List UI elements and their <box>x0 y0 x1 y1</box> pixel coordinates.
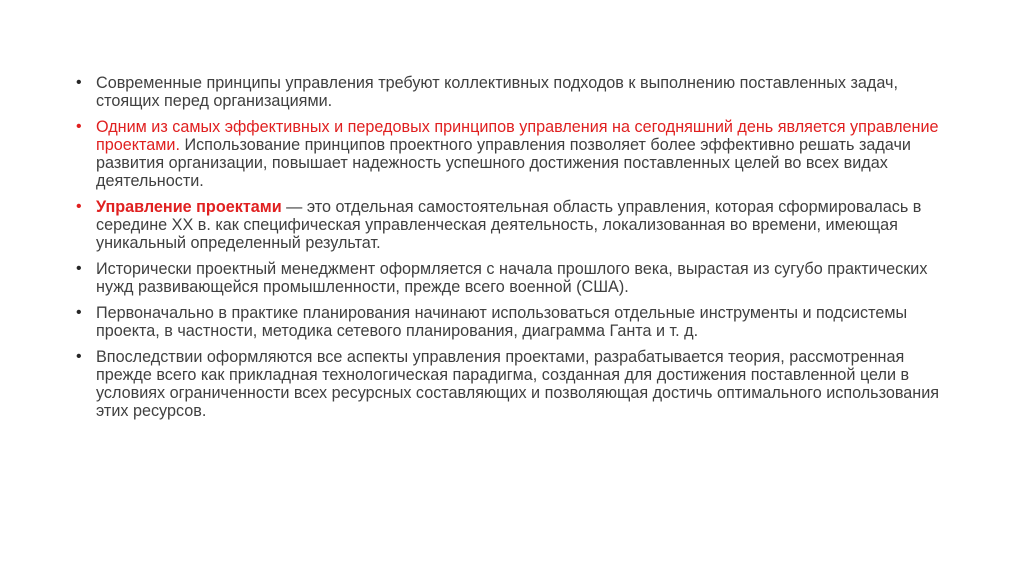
bullet-text: Первоначально в практике планирования начинают использоваться отдельные инструменты и подсистемы проекта, в частности, методика сетевого планирования, диаграмма Ганта и т. д. <box>96 304 908 340</box>
bullet-item-2 <box>76 118 956 190</box>
bullet-highlight-text: Одним из самых эффективных и передовых принципов управления на сегодняшний день является управление проектами. <box>96 118 939 154</box>
bullet-text: — это отдельная самостоятельная область управления, которая сформировалась в середине XX в. как специфическая управленческая деятельность, локализованная во времени, имеющая уникальный определенный результат. <box>96 198 922 252</box>
bullet-text: Современные принципы управления требуют коллективных подходов к выполнению поставленных задач, стоящих перед организациями. <box>96 74 898 110</box>
bullet-dot-icon: • <box>76 304 82 321</box>
bullet-list <box>76 74 956 428</box>
bullet-dot-icon: • <box>76 348 82 365</box>
bullet-dot-icon: • <box>76 118 82 135</box>
bullet-text: Впоследствии оформляются все аспекты управления проектами, разрабатывается теория, рассмотренная прежде всего как прикладная технологическая парадигма, созданная для достижения поставленной цели в условиях ограниченности всех ресурсных составляющих и позволяющая достичь оптимального использования этих ресурсов. <box>96 348 940 420</box>
bullet-text: Исторически проектный менеджмент оформляется с начала прошлого века, вырастая из сугубо практических нужд развивающейся промышленности, прежде всего военной (США). <box>96 260 928 296</box>
bullet-item-6 <box>76 348 956 420</box>
bullet-item-1 <box>76 74 956 110</box>
bullet-dot-icon: • <box>76 74 82 91</box>
bullet-term: Управление проектами <box>96 198 282 216</box>
bullet-text: Использование принципов проектного управления позволяет более эффективно решать задачи развития организации, повышает надежность успешного достижения поставленных целей во всех видах деятельности. <box>96 136 911 190</box>
bullet-item-4 <box>76 260 956 296</box>
bullet-dot-icon: • <box>76 260 82 277</box>
bullet-item-5 <box>76 304 956 340</box>
bullet-item-3 <box>76 198 956 252</box>
bullet-dot-icon: • <box>76 198 82 215</box>
